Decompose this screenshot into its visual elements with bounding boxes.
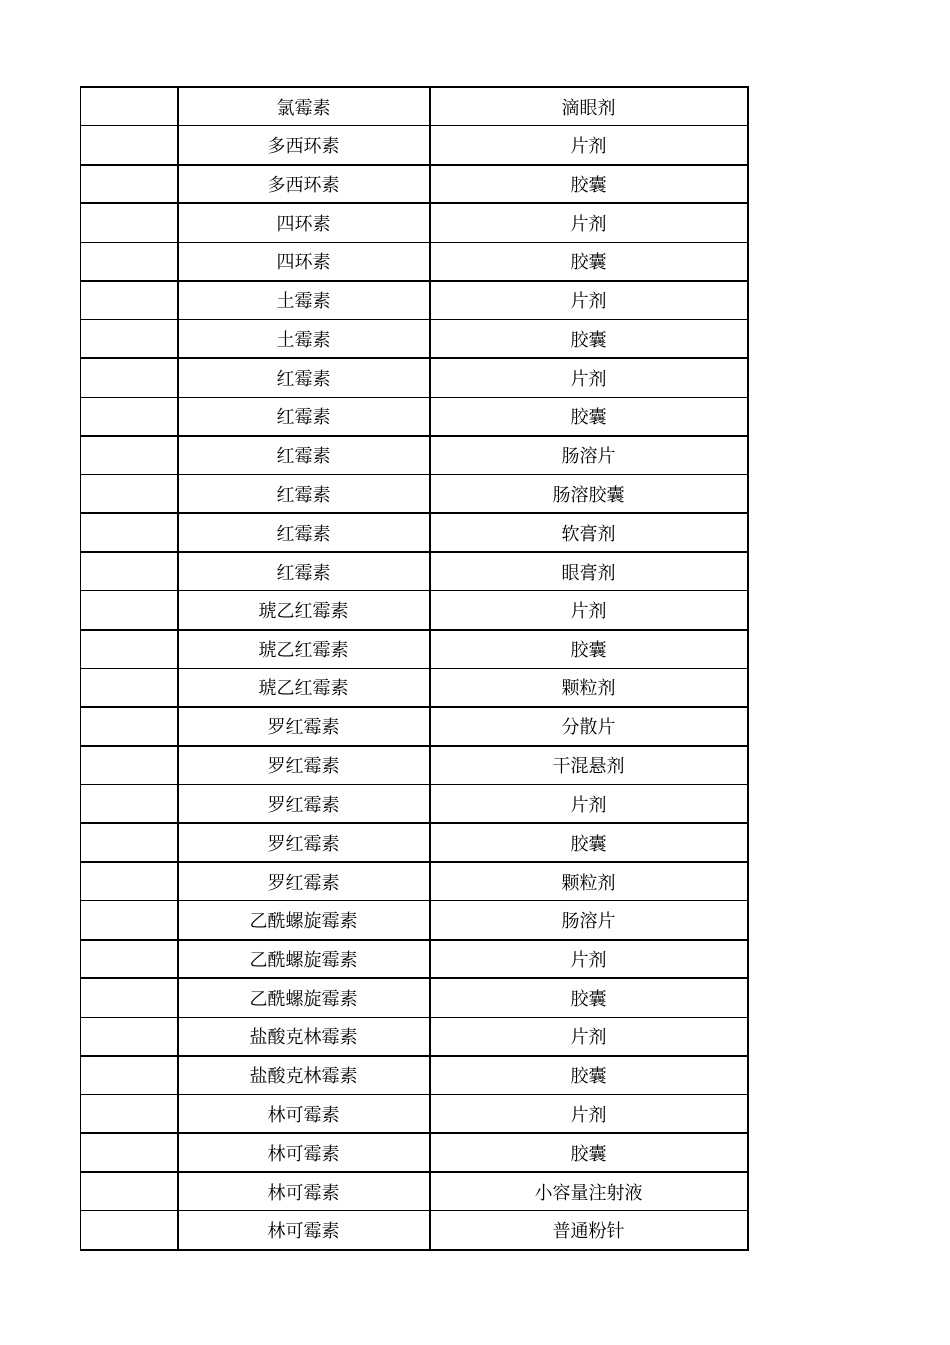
row-index-cell (81, 1017, 178, 1056)
drug-name-cell: 四环素 (178, 203, 430, 242)
row-index-cell (81, 785, 178, 824)
dosage-form-cell: 片剂 (430, 126, 748, 165)
table-row (81, 358, 748, 397)
drug-name-cell: 红霉素 (178, 513, 430, 552)
drug-name-cell: 罗红霉素 (178, 746, 430, 785)
dosage-form-cell: 片剂 (430, 785, 748, 824)
drug-name-cell: 林可霉素 (178, 1095, 430, 1134)
dosage-form-cell: 肠溶片 (430, 436, 748, 475)
drug-name-cell: 红霉素 (178, 358, 430, 397)
dosage-form-cell: 片剂 (430, 1095, 748, 1134)
table-row (81, 630, 748, 669)
drug-name-cell: 琥乙红霉素 (178, 668, 430, 707)
table-row (81, 165, 748, 204)
table-row (81, 513, 748, 552)
table-row (81, 978, 748, 1017)
table-row (81, 785, 748, 824)
dosage-form-cell: 普通粉针 (430, 1211, 748, 1250)
dosage-form-cell: 片剂 (430, 281, 748, 320)
dosage-form-cell: 胶囊 (430, 320, 748, 359)
table-row (81, 436, 748, 475)
table-row (81, 552, 748, 591)
table-row (81, 87, 748, 126)
dosage-form-cell: 胶囊 (430, 242, 748, 281)
row-index-cell (81, 126, 178, 165)
drug-name-cell: 红霉素 (178, 475, 430, 514)
row-index-cell (81, 203, 178, 242)
drug-name-cell: 红霉素 (178, 436, 430, 475)
table-row (81, 707, 748, 746)
dosage-form-cell: 胶囊 (430, 397, 748, 436)
row-index-cell (81, 242, 178, 281)
drug-name-cell: 红霉素 (178, 552, 430, 591)
dosage-form-cell: 胶囊 (430, 1133, 748, 1172)
drug-name-cell: 林可霉素 (178, 1133, 430, 1172)
table-row (81, 1133, 748, 1172)
row-index-cell (81, 746, 178, 785)
row-index-cell (81, 320, 178, 359)
drug-name-cell: 罗红霉素 (178, 862, 430, 901)
row-index-cell (81, 901, 178, 940)
row-index-cell (81, 281, 178, 320)
dosage-form-cell: 颗粒剂 (430, 862, 748, 901)
table-row (81, 901, 748, 940)
drug-name-cell: 氯霉素 (178, 87, 430, 126)
drug-name-cell: 罗红霉素 (178, 785, 430, 824)
table-row (81, 281, 748, 320)
row-index-cell (81, 1056, 178, 1095)
row-index-cell (81, 475, 178, 514)
drug-table-body (81, 87, 748, 1250)
dosage-form-cell: 干混悬剂 (430, 746, 748, 785)
table-row (81, 126, 748, 165)
row-index-cell (81, 707, 178, 746)
drug-name-cell: 土霉素 (178, 281, 430, 320)
row-index-cell (81, 630, 178, 669)
dosage-form-cell: 片剂 (430, 1017, 748, 1056)
drug-name-cell: 乙酰螺旋霉素 (178, 901, 430, 940)
table-row (81, 397, 748, 436)
dosage-form-cell: 片剂 (430, 358, 748, 397)
table-row (81, 668, 748, 707)
table-row (81, 823, 748, 862)
table-row (81, 320, 748, 359)
row-index-cell (81, 436, 178, 475)
drug-name-cell: 琥乙红霉素 (178, 630, 430, 669)
drug-name-cell: 罗红霉素 (178, 823, 430, 862)
table-row (81, 862, 748, 901)
dosage-form-cell: 胶囊 (430, 823, 748, 862)
row-index-cell (81, 862, 178, 901)
dosage-form-cell: 滴眼剂 (430, 87, 748, 126)
drug-name-cell: 土霉素 (178, 320, 430, 359)
drug-name-cell: 林可霉素 (178, 1172, 430, 1211)
row-index-cell (81, 358, 178, 397)
table-row (81, 1172, 748, 1211)
dosage-form-cell: 肠溶胶囊 (430, 475, 748, 514)
dosage-form-cell: 颗粒剂 (430, 668, 748, 707)
table-row (81, 1211, 748, 1250)
row-index-cell (81, 591, 178, 630)
row-index-cell (81, 513, 178, 552)
drug-name-cell: 四环素 (178, 242, 430, 281)
table-row (81, 1017, 748, 1056)
dosage-form-cell: 胶囊 (430, 165, 748, 204)
drug-name-cell: 琥乙红霉素 (178, 591, 430, 630)
table-row (81, 242, 748, 281)
drug-name-cell: 盐酸克林霉素 (178, 1056, 430, 1095)
dosage-form-cell: 软膏剂 (430, 513, 748, 552)
drug-name-cell: 罗红霉素 (178, 707, 430, 746)
dosage-form-cell: 胶囊 (430, 1056, 748, 1095)
table-row (81, 591, 748, 630)
dosage-form-cell: 分散片 (430, 707, 748, 746)
drug-name-cell: 盐酸克林霉素 (178, 1017, 430, 1056)
dosage-form-cell: 片剂 (430, 591, 748, 630)
dosage-form-cell: 片剂 (430, 203, 748, 242)
row-index-cell (81, 1095, 178, 1134)
drug-name-cell: 红霉素 (178, 397, 430, 436)
table-row (81, 1056, 748, 1095)
dosage-form-cell: 胶囊 (430, 978, 748, 1017)
drug-name-cell: 多西环素 (178, 165, 430, 204)
row-index-cell (81, 1211, 178, 1250)
row-index-cell (81, 1172, 178, 1211)
dosage-form-cell: 肠溶片 (430, 901, 748, 940)
drug-name-cell: 乙酰螺旋霉素 (178, 978, 430, 1017)
drug-name-cell: 林可霉素 (178, 1211, 430, 1250)
row-index-cell (81, 823, 178, 862)
row-index-cell (81, 978, 178, 1017)
row-index-cell (81, 397, 178, 436)
drug-table (80, 86, 749, 1251)
table-row (81, 940, 748, 979)
row-index-cell (81, 940, 178, 979)
dosage-form-cell: 胶囊 (430, 630, 748, 669)
table-row (81, 475, 748, 514)
row-index-cell (81, 552, 178, 591)
drug-name-cell: 多西环素 (178, 126, 430, 165)
dosage-form-cell: 片剂 (430, 940, 748, 979)
row-index-cell (81, 1133, 178, 1172)
row-index-cell (81, 165, 178, 204)
table-row (81, 203, 748, 242)
row-index-cell (81, 668, 178, 707)
drug-name-cell: 乙酰螺旋霉素 (178, 940, 430, 979)
dosage-form-cell: 小容量注射液 (430, 1172, 748, 1211)
table-row (81, 746, 748, 785)
table-row (81, 1095, 748, 1134)
dosage-form-cell: 眼膏剂 (430, 552, 748, 591)
row-index-cell (81, 87, 178, 126)
